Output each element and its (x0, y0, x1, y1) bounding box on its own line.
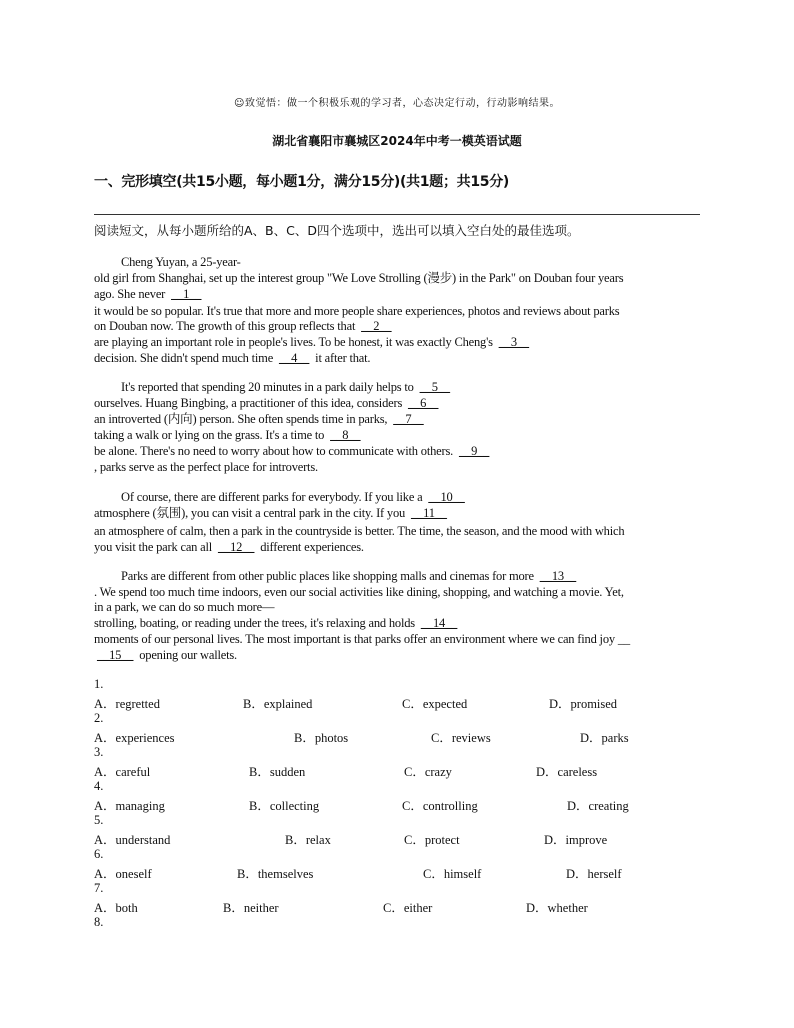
passage-line (94, 648, 237, 663)
answer-blank: __8__ (330, 428, 361, 442)
passage-line (94, 304, 619, 319)
answer-blank: __14__ (420, 616, 458, 630)
question-number: 3. (94, 745, 104, 759)
line-text: an atmosphere of calm, then a park in the countryside is better. The time, the season, and the mood with which (94, 524, 625, 538)
line-text: atmosphere (氛围), you can visit a central park in the city. If you (94, 506, 409, 520)
answer-blank: __4__ (278, 351, 310, 365)
answer-option[interactable]: C．controlling (402, 799, 478, 813)
answer-option[interactable]: B．sudden (249, 765, 306, 779)
line-text: moments of our personal lives. The most important is that parks offer an environment where we can find joy __ (94, 632, 630, 646)
answer-option[interactable]: C．either (383, 901, 433, 915)
passage-line (94, 351, 370, 366)
line-text: decision. She didn't spend much time (94, 351, 276, 365)
passage-line (94, 271, 623, 286)
question-number: 5. (94, 813, 104, 827)
question-number: 7. (94, 881, 104, 895)
answer-option[interactable]: D．herself (566, 867, 622, 881)
line-text: , parks serve as the perfect place for introverts. (94, 460, 318, 474)
divider (94, 214, 700, 215)
question-number: 4. (94, 779, 104, 793)
answer-option[interactable]: C．reviews (431, 731, 491, 745)
line-text: it after that. (312, 351, 371, 365)
answer-option[interactable]: A．experiences (94, 731, 175, 745)
motto: ☺致觉悟：做一个积极乐观的学习者，心态决定行动，行动影响结果。 (234, 98, 560, 109)
line-text: in a park, we can do so much more— (94, 600, 275, 614)
answer-option[interactable]: C．himself (423, 867, 482, 881)
line-text: taking a walk or lying on the grass. It's a time to (94, 428, 328, 442)
passage-line (94, 616, 460, 631)
passage-line (121, 380, 453, 395)
passage-line (94, 524, 624, 539)
line-text: Of course, there are different parks for everybody. If you like a (121, 490, 426, 504)
line-text: you visit the park can all (94, 540, 215, 554)
answer-option[interactable]: D．careless (536, 765, 598, 779)
answer-blank: __15__ (97, 648, 134, 662)
line-text: an introverted (内向) person. She often spends time in parks, (94, 412, 391, 426)
answer-option[interactable]: C．protect (404, 833, 460, 847)
answer-option[interactable]: B．themselves (237, 867, 314, 881)
answer-blank: __2__ (361, 319, 392, 333)
passage-line (94, 287, 204, 302)
passage-line (94, 600, 274, 615)
line-text: strolling, boating, or reading under the trees, it's relaxing and holds (94, 616, 418, 630)
answer-option[interactable]: A．managing (94, 799, 165, 813)
passage-line (94, 412, 427, 427)
answer-option[interactable]: D．creating (567, 799, 629, 813)
answer-option[interactable]: D．whether (526, 901, 588, 915)
line-text: ago. She never (94, 287, 169, 301)
line-text: . We spend too much time indoors, even our social activities like dining, shopping, and watching a movie. Yet, (94, 585, 624, 599)
answer-option[interactable]: D．parks (580, 731, 629, 745)
passage-line (121, 490, 468, 505)
passage-line (121, 569, 579, 584)
passage-line (94, 460, 318, 475)
answer-blank: __11__ (411, 506, 447, 520)
passage-line (94, 319, 394, 334)
answer-option[interactable]: B．neither (223, 901, 279, 915)
line-text: opening our wallets. (136, 648, 237, 662)
passage-line (94, 335, 532, 350)
line-text: be alone. There's no need to worry about how to communicate with others. (94, 444, 456, 458)
answer-option[interactable]: D．promised (549, 697, 618, 711)
passage-line (94, 540, 364, 555)
answer-blank: __3__ (498, 335, 529, 349)
section-heading: 一、完形填空(共15小题，每小题1分，满分15分)(共1题；共15分) (94, 174, 510, 190)
instruction: 阅读短文，从每小题所给的A、B、C、D四个选项中，选出可以填入空白处的最佳选项。 (94, 223, 580, 238)
answer-option[interactable]: A．careful (94, 765, 151, 779)
answer-blank: __9__ (458, 444, 490, 458)
line-text: are playing an important role in people's lives. To be honest, it was exactly Cheng's (94, 335, 496, 349)
answer-option[interactable]: A．both (94, 901, 138, 915)
passage-line (94, 428, 363, 443)
answer-option[interactable]: C．expected (402, 697, 468, 711)
answer-option[interactable]: D．improve (544, 833, 608, 847)
question-number: 8. (94, 915, 104, 929)
answer-option[interactable]: C．crazy (404, 765, 452, 779)
answer-blank: __5__ (419, 380, 450, 394)
line-text: Parks are different from other public places like shopping malls and cinemas for more (121, 569, 537, 583)
line-text: different experiences. (257, 540, 364, 554)
passage-line (94, 585, 624, 600)
line-text: it would be so popular. It's true that more and more people share experiences, photos and reviews about parks (94, 304, 620, 318)
question-number: 6. (94, 847, 104, 861)
answer-option[interactable]: B．collecting (249, 799, 320, 813)
question-number: 1. (94, 677, 104, 691)
answer-option[interactable]: B．explained (243, 697, 313, 711)
line-text: on Douban now. The growth of this group reflects that (94, 319, 359, 333)
passage-line (121, 255, 241, 270)
question-number: 2. (94, 711, 104, 725)
answer-blank: __7__ (393, 412, 424, 426)
line-text: ourselves. Huang Bingbing, a practitioner of this idea, considers (94, 396, 406, 410)
answer-blank: __13__ (539, 569, 577, 583)
answer-blank: __6__ (408, 396, 439, 410)
answer-option[interactable]: A．oneself (94, 867, 152, 881)
line-text: old girl from Shanghai, set up the interest group "We Love Strolling (漫步) in the Park" on Douban four years (94, 271, 624, 285)
answer-option[interactable]: B．photos (294, 731, 349, 745)
answer-blank: __12__ (217, 540, 255, 554)
passage-line (94, 506, 450, 521)
line-text: It's reported that spending 20 minutes in a park daily helps to (121, 380, 417, 394)
passage-line (94, 444, 492, 459)
page-title: 湖北省襄阳市襄城区2024年中考一模英语试题 (272, 134, 522, 148)
answer-option[interactable]: A．understand (94, 833, 171, 847)
passage-line (94, 632, 630, 647)
answer-blank: __10__ (428, 490, 465, 504)
answer-option[interactable]: A．regretted (94, 697, 160, 711)
passage-line (94, 396, 441, 411)
answer-option[interactable]: B．relax (285, 833, 331, 847)
line-text: Cheng Yuyan, a 25-year- (121, 255, 241, 269)
answer-blank: __1__ (171, 287, 202, 301)
